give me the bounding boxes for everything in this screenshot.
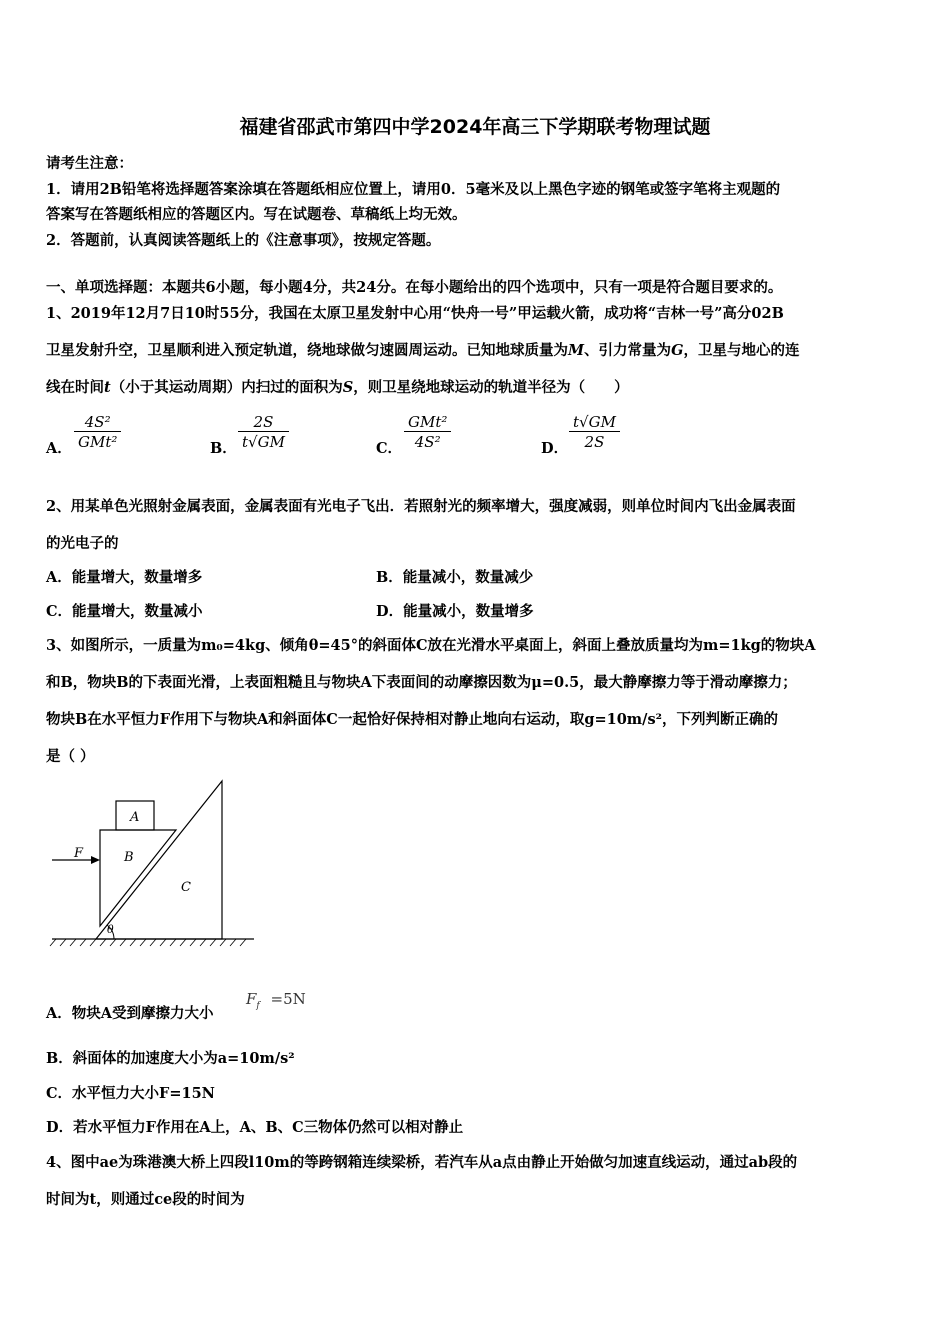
label-f: F <box>74 846 84 861</box>
q3-line-2: 和B，物块B的下表面光滑，上表面粗糙且与物块A下表面间的动摩擦因数为μ=0.5，最大静摩擦力等于滑动摩擦力； <box>46 674 797 691</box>
q1-option-c-formula: GMt² 4S² <box>404 413 451 451</box>
notice-heading: 请考生注意： <box>46 155 133 172</box>
q1-line-3: 线在时间t（小于其运动周期）内扫过的面积为S，则卫星绕地球运动的轨道半径为（ ） <box>46 379 629 396</box>
label-theta: θ <box>107 923 114 936</box>
q1-option-d-formula: $\frac{t√GM}{2S}$ <box>569 413 620 451</box>
gravity-constant-symbol: G <box>671 342 684 359</box>
area-symbol: S <box>342 379 354 396</box>
label-c: C <box>181 880 191 895</box>
incline-diagram <box>44 775 264 947</box>
label-a: A <box>130 810 140 825</box>
q1-option-a-formula: 4S² GMt² <box>74 413 121 451</box>
notice-item-2: 2．答题前，认真阅读答题纸上的《注意事项》，按规定答题。 <box>46 232 441 249</box>
notice-item-1-line-2: 答案写在答题纸相应的答题区内。写在试题卷、草稿纸上均无效。 <box>46 206 467 223</box>
q3-line-4: 是（ ） <box>46 748 95 765</box>
q2-line-2: 的光电子的 <box>46 535 119 552</box>
block-b <box>100 830 176 926</box>
q1-option-b-label: B． <box>210 440 237 457</box>
q4-line-2: 时间为t，则通过ce段的时间为 <box>46 1191 245 1208</box>
q1-option-c-label: C． <box>376 440 403 457</box>
q1-line-1: 1、2019年12月7日10时55分，我国在太原卫星发射中心用“快舟一号”甲运载火箭，成功将“吉林一号”高分02B <box>46 305 784 322</box>
q4-line-1: 4、图中ae为珠港澳大桥上四段l10m的等跨钢箱连续梁桥，若汽车从a点由静止开始做匀加速直线运动，通过ab段的 <box>46 1154 798 1171</box>
section-heading: 一、单项选择题：本题共6小题，每小题4分，共24分。在每小题给出的四个选项中，只有一项是符合题目要求的。 <box>46 279 783 296</box>
q1-option-a-label: A． <box>46 440 72 457</box>
q2-option-d: D．能量减小，数量增多 <box>376 603 534 620</box>
mass-symbol: M <box>568 342 585 359</box>
q3-option-d: D．若水平恒力F作用在A上，A、B、C三物体仍然可以相对静止 <box>46 1119 464 1136</box>
label-b: B <box>124 850 134 865</box>
page-title: 福建省邵武市第四中学2024年高三下学期联考物理试题 <box>239 116 711 138</box>
q3-option-a-formula: $F_f =5N$ <box>246 990 306 1011</box>
q2-option-a: A．能量增大，数量增多 <box>46 569 203 586</box>
q3-option-a: A．物块A受到摩擦力大小 <box>46 1005 214 1022</box>
q3-line-3: 物块B在水平恒力F作用下与物块A和斜面体C一起恰好保持相对静止地向右运动，取g=10m/s²，下列判断正确的 <box>46 711 778 728</box>
q2-option-c: C．能量增大，数量减小 <box>46 603 203 620</box>
time-symbol: t <box>104 379 111 396</box>
q3-option-b: B．斜面体的加速度大小为a=10m/s² <box>46 1050 295 1067</box>
q1-line-2: 卫星发射升空，卫星顺利进入预定轨道，绕地球做匀速圆周运动。已知地球质量为M、引力常量为G，卫星与地心的连 <box>46 342 800 359</box>
q1-option-b-formula: $\frac{2S}{t√GM}$ <box>238 413 289 451</box>
q1-option-d-label: D． <box>541 440 569 457</box>
ground-hatching <box>50 939 246 946</box>
q2-option-b: B．能量减小，数量减少 <box>376 569 534 586</box>
notice-item-1-line-1: 1．请用2B铅笔将选择题答案涂填在答题纸相应位置上，请用0．5毫米及以上黑色字迹的钢笔或签字笔将主观题的 <box>46 181 781 198</box>
wedge-c <box>96 781 222 939</box>
q3-option-c: C．水平恒力大小F=15N <box>46 1085 215 1102</box>
q3-line-1: 3、如图所示，一质量为m₀=4kg、倾角θ=45°的斜面体C放在光滑水平桌面上，斜面上叠放质量均为m=1kg的物块A <box>46 637 816 654</box>
force-arrowhead <box>91 856 100 864</box>
q2-line-1: 2、用某单色光照射金属表面，金属表面有光电子飞出．若照射光的频率增大，强度减弱，则单位时间内飞出金属表面 <box>46 498 796 515</box>
